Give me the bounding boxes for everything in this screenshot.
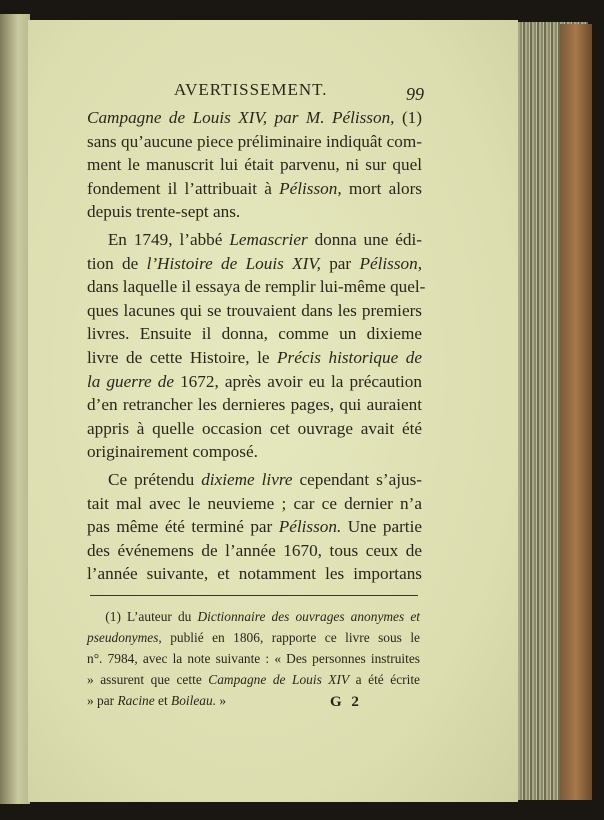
text-span: donna une édi- [307, 229, 422, 249]
italic-text: Précis historique de [277, 347, 422, 367]
text-span: , publié en 1806, rapporte ce livre sous le [158, 630, 420, 645]
text-span: et [154, 693, 172, 708]
book-cover-edge [560, 24, 592, 800]
italic-text: Boileau. [171, 693, 217, 708]
text-line [87, 417, 422, 441]
text-span: tait mal avec le neuvieme ; car ce dernier n’a [87, 493, 422, 513]
text-span: sans qu’aucune piece préliminaire indiquât com- [87, 131, 422, 151]
text-span: tion de [87, 253, 147, 273]
text-span: livres. Ensuite il donna, comme un dixieme [87, 324, 422, 344]
text-span: Ce prétendu [87, 469, 202, 489]
text-span: livre de cette Histoire, le [87, 347, 278, 367]
italic-text: pseudonymes [87, 630, 159, 645]
text-line [87, 322, 422, 346]
text-span: Une partie [341, 517, 422, 537]
text-span: dans laquelle il essaya de remplir lui-même quel- [87, 277, 426, 297]
text-line [87, 275, 426, 299]
text-line [87, 200, 422, 224]
text-line [87, 492, 422, 516]
italic-text: la guerre de [87, 371, 174, 391]
text-span: originairement composé. [87, 442, 258, 462]
text-line [87, 648, 420, 669]
text-span: » par [87, 693, 118, 708]
facing-page-edge [0, 14, 30, 804]
text-line [87, 606, 420, 627]
text-span: n°. 7984, avec la note suivante : « Des personnes instruites [87, 651, 420, 666]
text-span: l’année suivante, et notamment les importans [87, 564, 422, 584]
italic-text: Lemascrier [229, 229, 308, 249]
text-span: ques lacunes qui se trouvaient dans les premiers [87, 300, 422, 320]
text-line [87, 562, 422, 586]
text-span: mort alors [341, 178, 422, 198]
italic-text: Pélisson. [278, 517, 342, 537]
text-span: ment le manuscrit lui était parvenu, ni sur quel [87, 155, 422, 175]
text-line [87, 468, 422, 492]
text-line [87, 539, 422, 563]
text-line [87, 106, 422, 130]
text-line [87, 440, 422, 464]
text-line [87, 252, 422, 276]
text-span: depuis trente-sept ans. [87, 202, 241, 222]
text-span: 1672, après avoir eu la précaution [173, 371, 422, 391]
italic-text: Campagne de Louis XIV, par M. Pélisson, [87, 108, 395, 127]
text-line [87, 515, 422, 539]
text-span: » assurent que cette [87, 672, 209, 687]
page-number: 99 [406, 84, 424, 104]
text-span: » [216, 693, 227, 708]
text-span: En 1749, l’abbé [87, 229, 230, 249]
italic-text: Pélisson, [359, 253, 422, 273]
text-span: par [320, 253, 360, 273]
text-line [87, 627, 420, 648]
text-line [87, 669, 420, 690]
text-span: fondement il l’attribuait à [87, 178, 280, 198]
text-span: des événemens de l’année 1670, tous ceux de [87, 540, 422, 560]
italic-text: Pélisson, [279, 178, 342, 198]
text-span: appris à quelle occasion cet ouvrage avait été [87, 418, 422, 438]
italic-text: Racine [117, 693, 155, 708]
text-line [87, 346, 422, 370]
text-span: d’en retrancher les dernieres pages, qui auraient [87, 395, 422, 415]
text-line [87, 393, 422, 417]
footnote [87, 606, 420, 711]
footnote-rule [90, 595, 418, 596]
text-span: (1) [394, 108, 422, 127]
text-line [87, 228, 422, 252]
signature-mark: G 2 [330, 694, 362, 710]
text-span: cependant s’ajus- [292, 469, 422, 489]
text-line [87, 370, 422, 394]
italic-text: Dictionnaire des ouvrages anonymes et [197, 609, 420, 624]
text-line [87, 153, 422, 177]
text-line [87, 690, 420, 711]
text-span: (1) L’auteur du [87, 609, 198, 624]
text-line [87, 177, 422, 201]
italic-text: dixieme livre [201, 469, 293, 489]
italic-text: l’Histoire de Louis XIV, [146, 253, 321, 273]
text-line [87, 130, 422, 154]
italic-text: Campagne de Louis XIV [208, 672, 350, 687]
text-line [87, 299, 422, 323]
main-text [87, 106, 426, 586]
running-title: AVERTISSEMENT. [174, 80, 328, 99]
text-span: pas même été terminé par [87, 517, 279, 537]
text-span: a été écrite [349, 672, 421, 687]
